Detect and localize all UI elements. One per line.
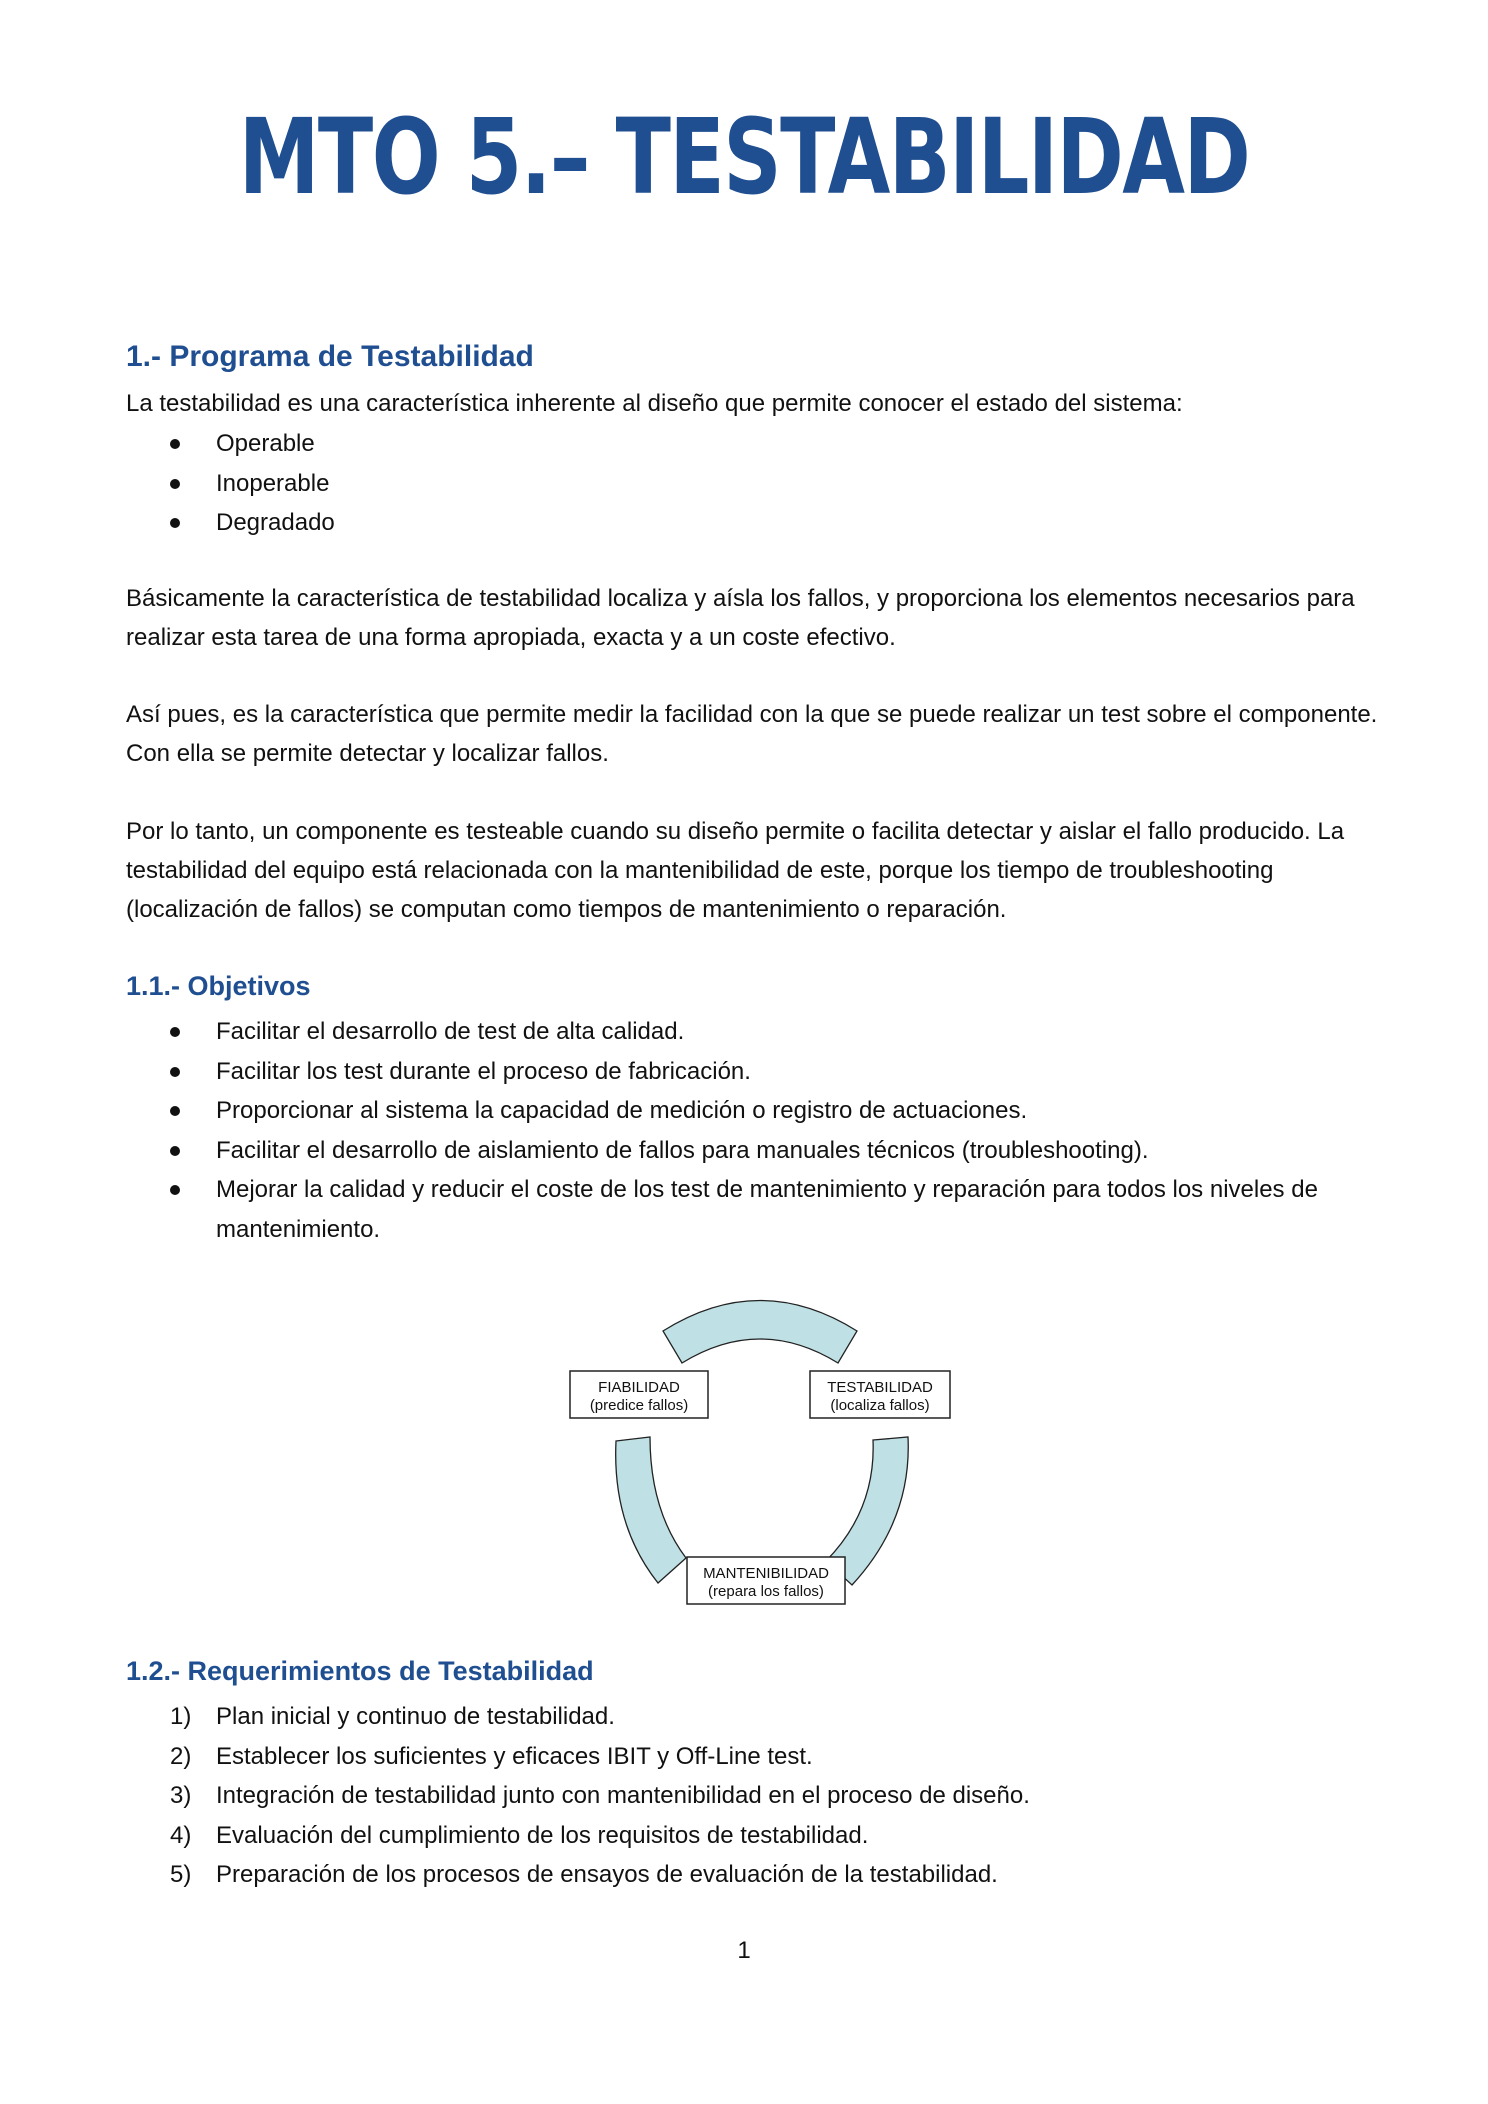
paragraph-basicamente: Básicamente la característica de testabilidad localiza y aísla los fallos, y proporciona los elementos necesarios para realizar esta tarea de una forma apropiada, exacta y a un coste efectivo. — [126, 585, 1355, 651]
list-item — [126, 1697, 1396, 1737]
list-item-text: Facilitar los test durante el proceso de fabricación. — [216, 1057, 751, 1085]
bullet-icon — [170, 1027, 180, 1037]
mantenibilidad-box — [687, 1557, 845, 1604]
bullet-icon — [170, 1067, 180, 1077]
bullet-icon — [170, 439, 180, 449]
list-item — [126, 503, 1396, 543]
list-item — [126, 1170, 1396, 1249]
testabilidad-label: TESTABILIDAD — [827, 1379, 933, 1396]
bullet-icon — [170, 479, 180, 489]
page-number: 1 — [737, 1937, 751, 1964]
list-item-number: 5) — [170, 1861, 192, 1888]
section-heading-requerimientos: 1.2.- Requerimientos de Testabilidad — [126, 1656, 594, 1686]
fiabilidad-sublabel: (predice fallos) — [589, 1397, 689, 1414]
paragraph-asi-pues: Así pues, es la característica que permite medir la facilidad con la que se puede realizar un test sobre el componente. Con ella se permite detectar y localizar fallos. — [126, 701, 1378, 767]
list-item-text: Integración de testabilidad junto con mantenibilidad en el proceso de diseño. — [216, 1782, 1030, 1809]
cycle-arc-top — [663, 1301, 857, 1364]
document-title: MTO 5.– TESTABILIDAD — [238, 96, 1250, 218]
list-item — [126, 1855, 1396, 1895]
fiabilidad-box — [570, 1371, 708, 1418]
mantenibilidad-sublabel: (repara los fallos) — [708, 1583, 824, 1600]
list-item — [126, 1776, 1396, 1816]
testability-cycle-diagram — [560, 1295, 960, 1630]
bullet-icon — [170, 1106, 180, 1116]
bullet-icon — [170, 1185, 180, 1195]
list-item-number: 1) — [170, 1703, 192, 1730]
mantenibilidad-label: MANTENIBILIDAD — [703, 1565, 829, 1582]
list-item-number: 4) — [170, 1821, 192, 1849]
list-item-text: Plan inicial y continuo de testabilidad. — [216, 1703, 615, 1730]
testabilidad-box — [810, 1371, 950, 1418]
list-item — [126, 464, 1396, 504]
fiabilidad-label: FIABILIDAD — [598, 1379, 680, 1396]
list-item — [126, 424, 1396, 464]
list-item-text: Facilitar el desarrollo de test de alta calidad. — [216, 1018, 685, 1045]
intro-paragraph: La testabilidad es una característica inherente al diseño que permite conocer el estado del sistema: — [126, 390, 1183, 417]
list-item-text: Degradado — [216, 509, 335, 536]
section-heading-programa: 1.- Programa de Testabilidad — [126, 340, 534, 373]
objectives-list — [126, 1012, 1396, 1249]
list-item — [126, 1091, 1396, 1131]
bullet-icon — [170, 518, 180, 528]
list-item — [126, 1131, 1396, 1171]
list-item — [126, 1012, 1396, 1052]
cycle-arc-left — [616, 1437, 686, 1583]
bullet-icon — [170, 1146, 180, 1156]
list-item-text: Evaluación del cumplimiento de los requisitos de testabilidad. — [216, 1821, 869, 1849]
paragraph-por-lo-tanto: Por lo tanto, un componente es testeable cuando su diseño permite o facilita detectar y aislar el fallo producido. La testabilidad del equipo está relacionada con la mantenibilidad de este, porque los tiempo de troubleshooting (localización de fallos) se computan como tiempos de mantenimiento o reparación. — [126, 818, 1345, 923]
list-item-number: 3) — [170, 1782, 192, 1809]
list-item-text: Preparación de los procesos de ensayos de evaluación de la testabilidad. — [216, 1861, 998, 1888]
list-item-text: Inoperable — [216, 469, 330, 497]
requirements-list — [126, 1697, 1396, 1895]
list-item-text: Mejorar la calidad y reducir el coste de los test de mantenimiento y reparación para todos los niveles de mantenimiento. — [216, 1176, 1318, 1243]
list-item-text: Establecer los suficientes y eficaces IBIT y Off-Line test. — [216, 1742, 813, 1770]
list-item — [126, 1737, 1396, 1777]
list-item — [126, 1052, 1396, 1092]
list-item-text: Proporcionar al sistema la capacidad de medición o registro de actuaciones. — [216, 1097, 1028, 1124]
list-item-number: 2) — [170, 1742, 192, 1770]
list-item-text: Operable — [216, 430, 315, 457]
section-heading-objetivos: 1.1.- Objetivos — [126, 971, 311, 1001]
states-list — [126, 424, 1396, 543]
list-item-text: Facilitar el desarrollo de aislamiento de fallos para manuales técnicos (troubleshooting). — [216, 1136, 1149, 1164]
testabilidad-sublabel: (localiza fallos) — [830, 1397, 930, 1414]
list-item — [126, 1816, 1396, 1856]
